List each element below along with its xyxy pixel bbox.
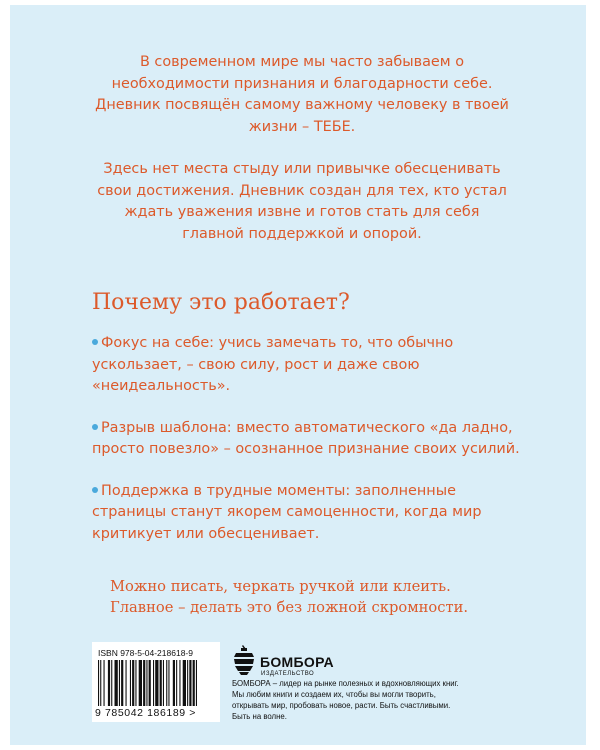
intro-paragraph-2: Здесь нет места стыду или привычке обесценивать свои достижения. Дневник создан для тех, кто устал ждать уважения извне и готов стать для себя главной поддержкой и опорой.: [97, 161, 507, 242]
barcode-bar: [121, 660, 123, 706]
bullet-dot-icon: [92, 424, 98, 430]
bullet-text: Разрыв шаблона: вместо автоматического «да ладно, просто повезло» – осознанное признание своих усилий.: [92, 419, 520, 457]
ean-number: 9 785042 186189 >: [95, 707, 196, 719]
barcode-bar: [196, 660, 197, 706]
bullet-dot-icon: [92, 339, 98, 345]
intro-text: [92, 52, 512, 245]
barcode-bar: [111, 660, 112, 706]
publisher-name: БОМБОРА: [260, 654, 334, 670]
bomb-logo-icon: [232, 644, 256, 676]
barcode-bar: [166, 660, 167, 706]
barcode: [92, 642, 220, 722]
closing-line-1: Можно писать, черкать ручкой или клеить.: [110, 578, 451, 595]
barcode-bar: [104, 660, 105, 706]
barcode-bar: [115, 660, 118, 706]
closing-line-2: Главное – делать это без ложной скромности.: [110, 599, 469, 616]
barcode-bar: [173, 660, 175, 706]
bullet-text: Фокус на себе: учись замечать то, что обычно ускользает, – свою силу, рост и даже свою «неидеальность».: [92, 335, 454, 394]
barcode-bar: [143, 660, 145, 706]
barcode-bar: [126, 660, 127, 706]
barcode-bar: [153, 660, 154, 706]
barcode-bar: [189, 660, 191, 706]
barcode-bars: [96, 660, 216, 706]
barcode-bar: [132, 660, 134, 706]
list-item: [92, 481, 532, 546]
barcode-bar: [183, 660, 186, 706]
barcode-bar: [149, 660, 151, 706]
barcode-bar: [193, 660, 195, 706]
barcode-bar: [179, 660, 180, 706]
barcode-bar: [119, 660, 120, 706]
isbn-label: ISBN 978-5-04-218618-9: [98, 648, 193, 658]
list-item: [92, 333, 532, 398]
publisher-subtitle: ИЗДАТЕЛЬСТВО: [261, 671, 315, 677]
barcode-bar: [163, 660, 164, 706]
barcode-bar: [176, 660, 177, 706]
bullet-text: Поддержка в трудные моменты: заполненные страницы станут якорем самоценности, когда мир критикует или обесценивает.: [92, 482, 482, 542]
closing-note: [110, 576, 468, 618]
barcode-bar: [98, 660, 99, 706]
barcode-bar: [160, 660, 162, 706]
publisher-description: БОМБОРА – лидер на рынке полезных и вдохновляющих книг. Мы любим книги и создаем их, чтобы вы могли творить, открывать мир, пробовать новое, расти. Быть счастливыми. Быть на волне.: [232, 679, 459, 721]
bullet-list: [92, 333, 532, 565]
barcode-bar: [108, 660, 110, 706]
barcode-bar: [130, 660, 131, 706]
barcode-bar: [155, 660, 158, 706]
barcode-bar: [100, 660, 101, 706]
section-heading: Почему это работает?: [92, 290, 350, 315]
barcode-bar: [187, 660, 188, 706]
barcode-bar: [135, 660, 136, 706]
intro-paragraph-1: В современном мире мы часто забываем о необходимости признания и благодарности себе. Дневник посвящён самому важному человеку в твоей жизни – ТЕБЕ.: [95, 54, 509, 135]
barcode-bar: [146, 660, 147, 706]
list-item: [92, 418, 532, 461]
barcode-bar: [168, 660, 169, 706]
bullet-dot-icon: [92, 487, 98, 493]
barcode-bar: [139, 660, 142, 706]
